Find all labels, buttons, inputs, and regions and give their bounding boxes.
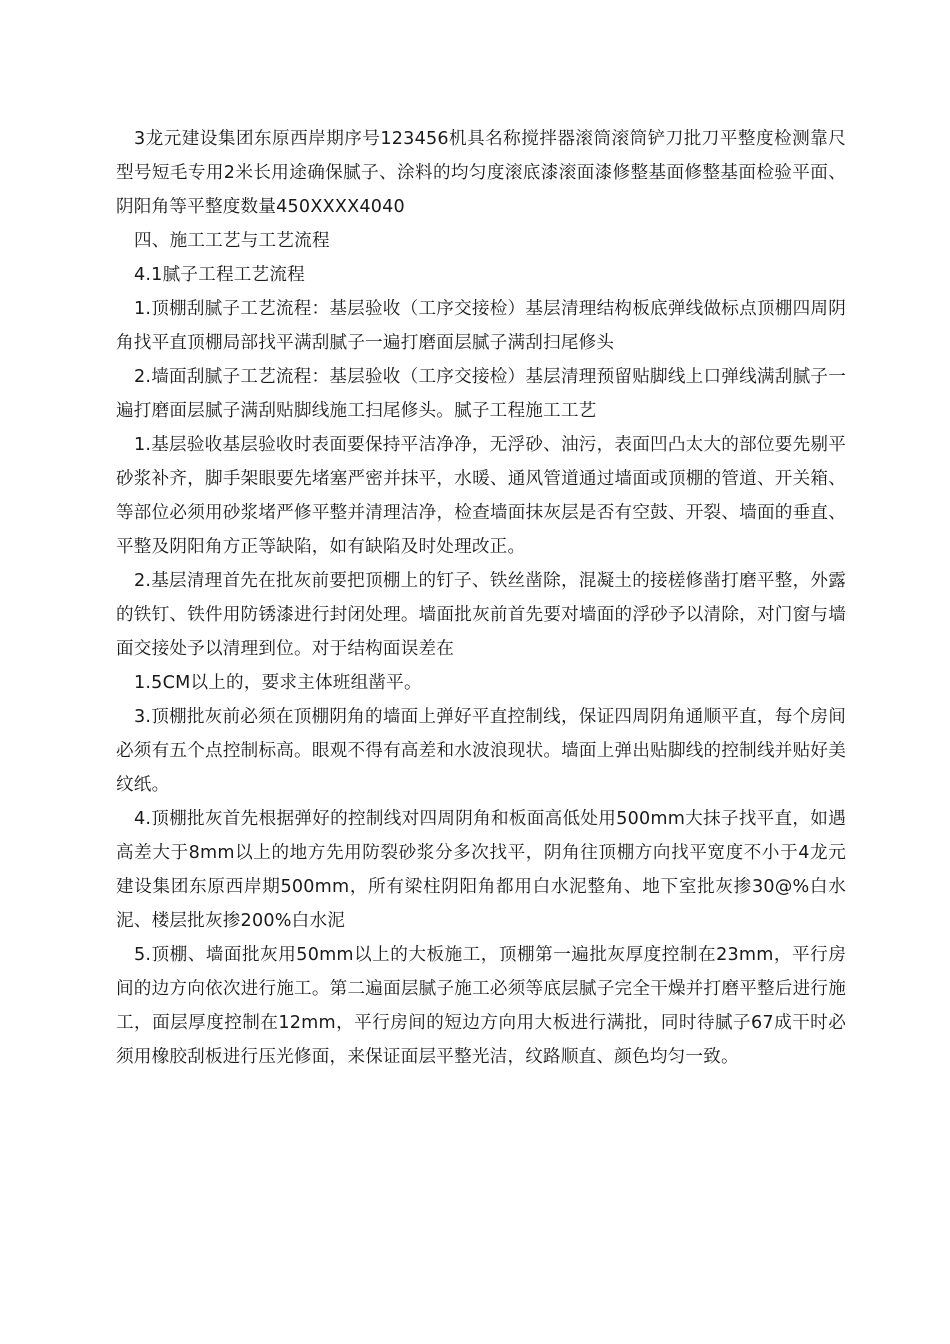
- paragraph-equipment-table: 3龙元建设集团东原西岸期序号123456机具名称搅拌器滚筒滚筒铲刀批刀平整度检测靠尺型号短毛专用2米长用途确保腻子、涂料的均匀度滚底漆滚面漆修整基面修整基面检验平面、阴阳角等平整度数量450XXXX4040: [116, 129, 846, 217]
- paragraph-ceiling-leveling: 4.顶棚批灰首先根据弹好的控制线对四周阴角和板面高低处用500mm大抹子找平直，如遇高差大于8mm以上的地方先用防裂砂浆分多次找平，阴角往顶棚方向找平宽度不小于4龙元建设集团东原西岸期500mm，所有梁柱阴阳角都用白水泥整角、地下室批灰掺30@%白水泥、楼层批灰掺200%白水泥: [116, 809, 846, 931]
- document-body: [116, 122, 846, 1074]
- paragraph-wall-flow: 2.墙面刮腻子工艺流程：基层验收（工序交接检）基层清理预留贴脚线上口弹线满刮腻子一遍打磨面层腻子满刮贴脚线施工扫尾修头。腻子工程施工工艺: [116, 367, 846, 421]
- paragraph-base-acceptance: 1.基层验收基层验收时表面要保持平洁净净，无浮砂、油污，表面凹凸太大的部位要先剔平砂浆补齐，脚手架眼要先堵塞严密并抹平，水暖、通风管道通过墙面或顶棚的管道、开关箱、等部位必须用砂浆堵严修平整并清理洁净，检查墙面抹灰层是否有空鼓、开裂、墙面的垂直、平整及阴阳角方正等缺陷，如有缺陷及时处理改正。: [116, 435, 846, 557]
- subsection-heading-putty-flow: 4.1腻子工程工艺流程: [134, 265, 305, 285]
- section-heading-process: 四、施工工艺与工艺流程: [134, 231, 330, 251]
- paragraph-chiseling: 1.5CM以上的，要求主体班组凿平。: [134, 673, 422, 693]
- paragraph-ceiling-flow: 1.顶棚刮腻子工艺流程：基层验收（工序交接检）基层清理结构板底弹线做标点顶棚四周阴角找平直顶棚局部找平满刮腻子一遍打磨面层腻子满刮扫尾修头: [116, 299, 846, 353]
- paragraph-plastering-layers: 5.顶棚、墙面批灰用50mm以上的大板施工，顶棚第一遍批灰厚度控制在23mm，平行房间的边方向依次进行施工。第二遍面层腻子施工必须等底层腻子完全干燥并打磨平整后进行施工，面层厚度控制在12mm，平行房间的短边方向用大板进行满批，同时待腻子67成干时必须用橡胶刮板进行压光修面，来保证面层平整光洁，纹路顺直、颜色均匀一致。: [116, 945, 846, 1067]
- paragraph-base-cleaning: 2.基层清理首先在批灰前要把顶棚上的钉子、铁丝凿除，混凝土的接槎修凿打磨平整，外露的铁钉、铁件用防锈漆进行封闭处理。墙面批灰前首先要对墙面的浮砂予以清除，对门窗与墙面交接处予以清理到位。对于结构面误差在: [116, 571, 846, 659]
- paragraph-control-lines: 3.顶棚批灰前必须在顶棚阴角的墙面上弹好平直控制线，保证四周阴角通顺平直，每个房间必须有五个点控制标高。眼观不得有高差和水波浪现状。墙面上弹出贴脚线的控制线并贴好美纹纸。: [116, 707, 846, 795]
